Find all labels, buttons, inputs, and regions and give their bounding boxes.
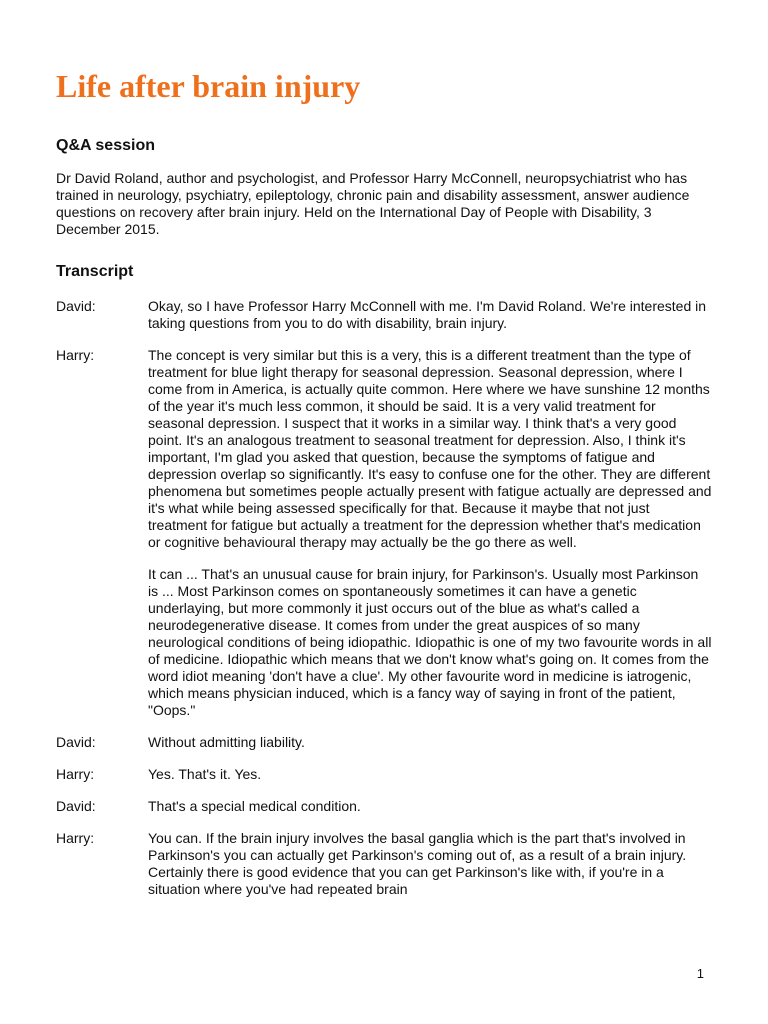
speech-paragraph: You can. If the brain injury involves the basal ganglia which is the part that's involved in Parkinson's you can actually get Parkinson's coming out of, as a result of a brain injury. Certainly there is good evidence that you can get Parkinson's like with, if you're in a situation where you've had repeated brain	[148, 830, 687, 897]
transcript-entry	[56, 734, 712, 751]
speech-paragraph: Without admitting liability.	[148, 734, 305, 750]
transcript-heading: Transcript	[56, 263, 134, 280]
speech-block	[148, 734, 712, 751]
speech-block	[148, 830, 712, 898]
speech-block	[148, 798, 712, 815]
qa-session-heading: Q&A session	[56, 137, 155, 154]
speech-paragraph: Yes. That's it. Yes.	[148, 766, 262, 782]
speaker-label: Harry:	[56, 347, 95, 363]
transcript-entry	[56, 347, 712, 719]
speaker-label: David:	[56, 798, 96, 814]
transcript-list	[56, 298, 712, 898]
intro-paragraph: Dr David Roland, author and psychologist, and Professor Harry McConnell, neuropsychiatrist who has trained in neurology, psychiatry, epileptology, chronic pain and disability assessment, answer audience questions on recovery after brain injury. Held on the International Day of People with Disability, 3 December 2015.	[56, 170, 690, 237]
speech-paragraph: The concept is very similar but this is a very, this is a different treatment than the type of treatment for blue light therapy for seasonal depression. Seasonal depression, where I come from in America, is actually quite common. Here where we have sunshine 12 months of the year it's much less common, it should be said. It is a very valid treatment for seasonal depression. I suspect that it works in a similar way. I think that's a very good point. It's an analogous treatment to seasonal treatment for depression. Also, I think it's important, I'm glad you asked that question, because the symptoms of fatigue and depression overlap so significantly. It's easy to confuse one for the other. They are different phenomena but sometimes people actually present with fatigue actually are depressed and it's what while being assessed specifically for that. Because it maybe that not just treatment for fatigue but actually a treatment for the depression whether that's medication or cognitive behavioural therapy may actually be the go there as well.	[148, 347, 712, 550]
speech-paragraph: Okay, so I have Professor Harry McConnell with me. I'm David Roland. We're interested in taking questions from you to do with disability, brain injury.	[148, 298, 707, 331]
speech-block	[148, 347, 712, 719]
speaker-label: Harry:	[56, 830, 95, 846]
speech-paragraph: That's a special medical condition.	[148, 798, 361, 814]
document-title: Life after brain injury	[56, 68, 361, 104]
speech-block	[148, 298, 712, 332]
transcript-entry	[56, 298, 712, 332]
speaker-label: David:	[56, 734, 96, 750]
transcript-entry	[56, 830, 712, 898]
speaker-label: David:	[56, 298, 96, 314]
document-page	[56, 66, 712, 913]
transcript-entry	[56, 798, 712, 815]
transcript-entry	[56, 766, 712, 783]
speech-block	[148, 766, 712, 783]
speaker-label: Harry:	[56, 766, 95, 782]
page-number: 1	[696, 966, 704, 981]
speech-paragraph: It can ... That's an unusual cause for brain injury, for Parkinson's. Usually most Parkinson is ... Most Parkinson comes on spontaneously sometimes it can have a genetic underlaying, but more commonly it just occurs out of the blue as what's called a neurodegenerative disease. It comes from under the great auspices of so many neurological conditions of being idiopathic. Idiopathic is one of my two favourite words in all of medicine. Idiopathic which means that we don't know what's going on. It comes from the word idiot meaning 'don't have a clue'. My other favourite word in medicine is iatrogenic, which means physician induced, which is a fancy way of saying in front of the patient, "Oops."	[148, 566, 712, 718]
